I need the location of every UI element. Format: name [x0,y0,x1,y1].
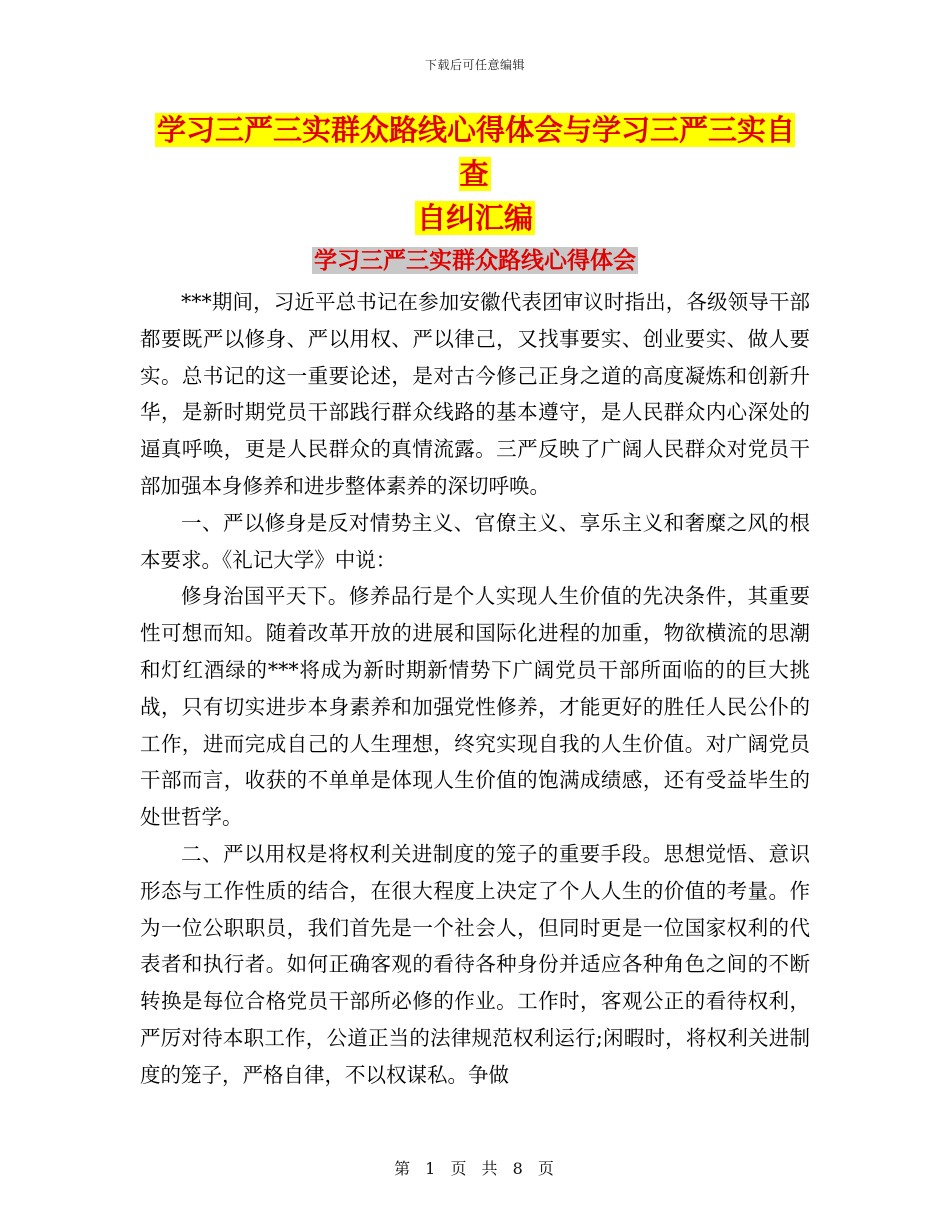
document-title [140,108,810,240]
section-title-text: 学习三严三实群众路线心得体会 [314,247,636,274]
paragraph: 一、严以修身是反对情势主义、官僚主义、享乐主义和奢糜之风的根本要求。《礼记大学》中说： [140,510,810,572]
paragraph: ***期间，习近平总书记在参加安徽代表团审议时指出，各级领导干部都要既严以修身、严以用权、严以律己，又找事要实、创业要实、做人要实。总书记的这一重要论述，是对古今修己正身之道的高度凝炼和创新升华，是新时期党员干部践行群众线路的基本遵守，是人民群众内心深处的逼真呼唤，更是人民群众的真情流露。三严反映了广阔人民群众对党员干部加强本身修养和进步整体素养的深切呼唤。 [140,290,810,498]
section-title [0,244,950,278]
page-header-note: 下载后可任意编辑 [424,58,525,72]
page-number-footer: 第 1 页 共 8 页 [394,1159,556,1178]
title-line-2: 自纠汇编 [416,201,533,235]
document-body [140,284,810,1094]
paragraph: 修身治国平天下。修养品行是个人实现人生价值的先决条件，其重要性可想而知。随着改革开放的进展和国际化进程的加重，物欲横流的思潮和灯红酒绿的***将成为新时期新情势下广阔党员干部所面临的的巨大挑战，只有切实进步本身素养和加强党性修养，才能更好的胜任人民公仆的工作，进而完成自己的人生理想，终究实现自我的人生价值。对广阔党员干部而言，收获的不单单是体现人生价值的饱满成绩感，还有受益毕生的处世哲学。 [140,584,810,830]
title-line-1: 学习三严三实群众路线心得体会与学习三严三实自查 [156,113,795,191]
paragraph: 二、严以用权是将权利关进制度的笼子的重要手段。思想觉悟、意识形态与工作性质的结合，在很大程度上决定了个人人生的价值的考量。作为一位公职职员，我们首先是一个社会人，但同时更是一位国家权利的代表者和执行者。如何正确客观的看待各种身份并适应各种角色之间的不断转换是每位合格党员干部所必修的作业。工作时，客观公正的看待权利，严厉对待本职工作，公道正当的法律规范权利运行;闲暇时，将权利关进制度的笼子，严格自律，不以权谋私。争做 [140,841,810,1087]
